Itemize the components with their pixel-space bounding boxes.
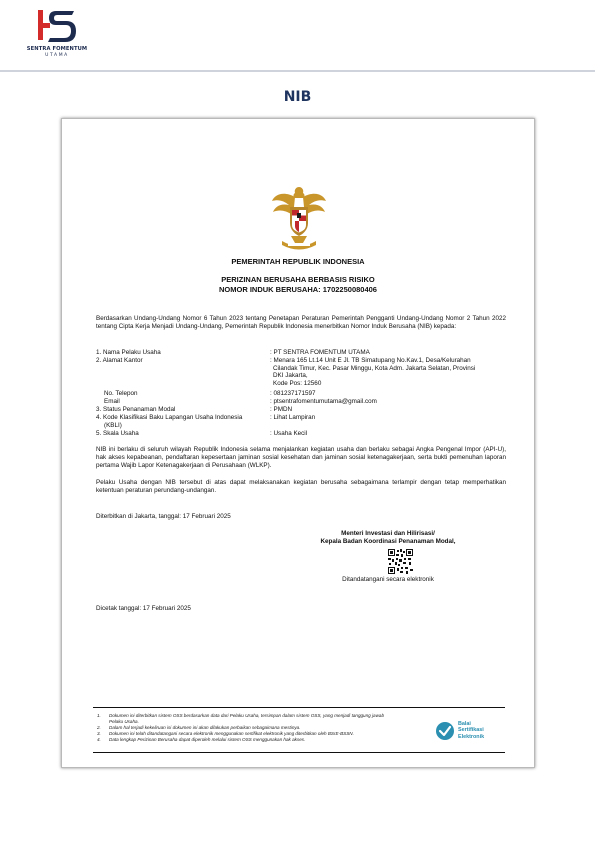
bsre-text — [458, 721, 502, 740]
note-number: 2. — [97, 725, 101, 731]
bsre-line: Sertifikasi — [458, 727, 484, 734]
note-number: 1. — [97, 713, 101, 718]
field-label: 3. Status Penanaman Modal — [96, 406, 176, 413]
pelaku-usaha-paragraph: Pelaku Usaha dengan NIB tersebut di atas dapat melaksanakan kegiatan berusaha sebagaimana terlampir dengan tetap memperhatikan ketentuan peraturan perundang-undangan. — [96, 479, 506, 495]
field-kbli — [96, 414, 506, 430]
note-text: Pelaku Usaha. — [109, 719, 139, 725]
government-heading: PEMERINTAH REPUBLIK INDONESIA — [231, 257, 365, 266]
field-value: : ptsentrafomentumutama@gmail.com — [270, 398, 377, 405]
signed-electronically: Ditandatangani secara elektronik — [342, 576, 434, 583]
field-value: : Menara 165 Lt.14 Unit E Jl. TB Simatupang No.Kav.1, Desa/Kelurahan — [270, 357, 471, 364]
field-label: Email — [104, 398, 120, 405]
field-alamat — [96, 357, 506, 389]
issued-date: Diterbitkan di Jakarta, tanggal: 17 Februari 2025 — [96, 513, 231, 520]
section-title: NIB — [283, 89, 312, 105]
field-value: : Lihat Lampiran — [270, 414, 316, 421]
field-value: : PMDN — [270, 406, 293, 413]
intro-paragraph: Berdasarkan Undang-Undang Nomor 6 Tahun 2023 tentang Penetapan Peraturan Pemerintah Pengganti Undang-Undang Nomor 2 Tahun 2022 tentang Cipta Kerja Menjadi Undang-Undang, Pemerintah Republik Indonesia menerbitkan Nomor Induk Berusaha (NIB) kepada: — [96, 315, 506, 331]
note-text: Dokumen ini diterbitkan sistem OSS berdasarkan data dari Pelaku Usaha, tersimpan dalam sistem OSS, yang menjadi tanggung jawab — [109, 713, 385, 718]
document-title: PERIZINAN BERUSAHA BERBASIS RISIKO — [221, 275, 375, 284]
note-number: 3. — [97, 731, 101, 737]
field-label: No. Telepon — [104, 390, 138, 397]
company-name: SENTRA FOMENTUM — [26, 46, 88, 52]
sentra-fomentum-logo-icon — [36, 8, 80, 44]
note-text: Dalam hal terjadi kekeliruan isi dokumen ini akan dilakukan perbaikan sebagaimana mestinya. — [109, 725, 301, 731]
bsre-line: Elektronik — [458, 733, 485, 740]
page-header — [0, 0, 595, 72]
garuda-emblem-icon — [270, 185, 328, 251]
field-label: 1. Nama Pelaku Usaha — [96, 349, 161, 356]
note-item — [97, 713, 433, 725]
field-label: 4. Kode Klasifikasi Baku Lapangan Usaha Indonesia — [96, 414, 243, 421]
printed-date: Dicetak tanggal: 17 Februari 2025 — [96, 605, 191, 612]
company-subname: UTAMA — [45, 53, 69, 58]
footer-notes — [93, 707, 505, 753]
note-item — [97, 737, 433, 743]
nib-document — [61, 118, 535, 768]
bsre-logo — [435, 719, 501, 743]
note-text: Dokumen ini telah ditandatangani secara elektronik menggunakan sertifikat elektronik yang diterbitkan oleh BSrE-BSSN. — [109, 731, 354, 737]
signer-title-2: Kepala Badan Koordinasi Penanaman Modal, — [320, 538, 456, 545]
field-value: DKI Jakarta, — [273, 372, 308, 380]
note-text: Data lengkap Perizinan Berusaha dapat diperoleh melalui sistem OSS menggunakan hak akses. — [109, 737, 306, 743]
field-value: Kode Pos: 12560 — [273, 380, 322, 388]
nib-number: NOMOR INDUK BERUSAHA: 1702250080406 — [219, 285, 377, 294]
field-label: 2. Alamat Kantor — [96, 357, 143, 364]
qr-code-icon — [388, 549, 413, 574]
field-label: (KBLI) — [104, 421, 122, 429]
header-divider — [0, 70, 595, 72]
signer-title-1: Menteri Investasi dan Hilirisasi/ — [341, 530, 435, 537]
field-label: 5. Skala Usaha — [96, 430, 139, 437]
notes-list — [97, 713, 433, 743]
field-value: : 081237171597 — [270, 390, 316, 397]
field-value: : Usaha Kecil — [270, 430, 308, 437]
nib-validity-paragraph: NIB ini berlaku di seluruh wilayah Republik Indonesia selama menjalankan kegiatan usaha dan berlaku sebagai Angka Pengenal Impor (API-U), hak akses kepabeanan, pendaftaran kepesertaan jaminan sosial kesehatan dan jaminan sosial ketenagakerjaan, serta bukti pemenuhan laporan pertama Wajib Lapor Ketenagakerjaan di Perusahaan (WLKP). — [96, 446, 506, 470]
bsre-line: Balai — [458, 721, 471, 727]
bsre-badge-icon — [435, 721, 455, 741]
field-value: : PT SENTRA FOMENTUM UTAMA — [270, 349, 370, 356]
field-value: Cilandak Timur, Kec. Pasar Minggu, Kota Adm. Jakarta Selatan, Provinsi — [273, 364, 476, 372]
company-logo — [22, 8, 92, 64]
note-number: 4. — [97, 737, 101, 743]
